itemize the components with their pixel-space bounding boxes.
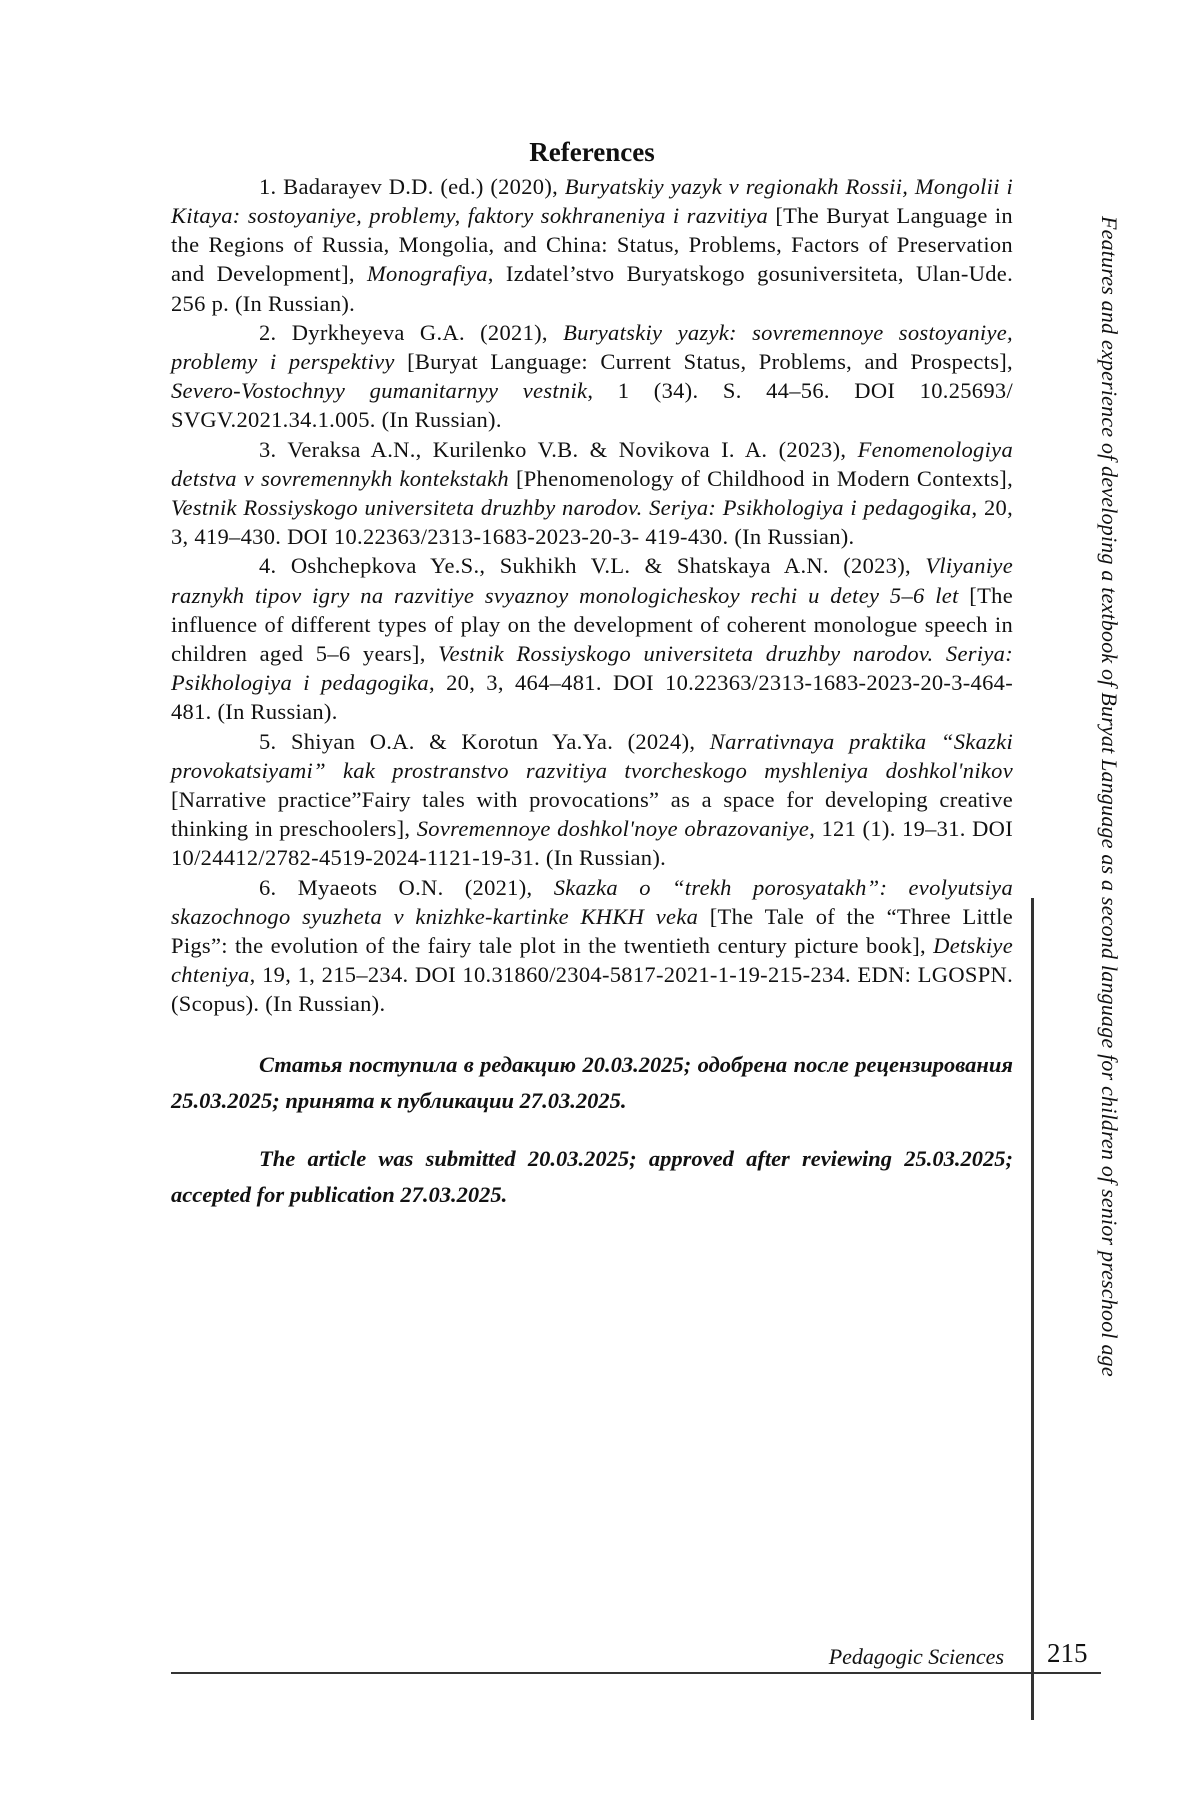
reference-title-italic: Fenomenologiya detstva v sovremennykh kontekstakh [171,437,1013,491]
reference-text: [Phenomenology of Childhood in Modern Contexts], [509,466,1013,491]
reference-title-italic: Skazka o “trekh porosyatakh”: evolyutsiya skazochnogo syuzheta v knizhke-kartinke KHKH veka [171,875,1013,929]
reference-item [171,873,1013,1019]
reference-title-italic: Vliyaniye raznykh tipov igry na razvitiye svyaznoy monologicheskoy rechi u detey 5–6 let [171,553,1013,607]
footer-rule [171,1672,1101,1674]
reference-title-italic: Buryatskiy yazyk v regionakh Rossii, Mongolii i Kitaya: sostoyaniye, problemy, faktory sokhraneniya i razvitiya [171,174,1013,228]
margin-rule [1031,898,1034,1720]
reference-text: 5. Shiyan O.A. & Korotun Ya.Ya. (2024), [259,729,710,754]
reference-title-italic: Vestnik Rossiyskogo universiteta druzhby narodov. Seriya: Psikhologiya i pedagogika [171,641,1013,695]
publication-notes [171,1047,1013,1213]
publication-note-russian: Статья поступила в редакцию 20.03.2025; одобрена после рецензирования 25.03.2025; принята к публикации 27.03.2025. [171,1047,1013,1119]
references-heading: References [171,138,1013,168]
reference-text: [Buryat Language: Current Status, Problems, and Prospects], [395,349,1013,374]
reference-title-italic: Narrativnaya praktika “Skazki provokatsiyami” kak prostranstvo razvitiya tvorcheskogo myshleniya doshkol'nikov [171,729,1013,783]
reference-title-italic: Detskiye chteniya [171,933,1013,987]
page-number: 215 [1047,1638,1088,1669]
reference-text: , 20, 3, 464–481. DOI 10.22363/2313-1683-2023-20-3-464-481. (In Russian). [171,670,1013,724]
reference-item [171,172,1013,318]
reference-title-italic: Severo-Vostochnyy gumanitarnyy vestnik [171,378,587,403]
reference-text: , 20, 3, 419–430. DOI 10.22363/2313-1683-2023-20-3- 419-430. (In Russian). [171,495,1013,549]
reference-title-italic: Monografiya [367,261,488,286]
reference-text: 1. Badarayev D.D. (ed.) (2020), [259,174,565,199]
reference-text: [The Tale of the “Three Little Pigs”: the evolution of the fairy tale plot in the twentieth century picture book], [171,904,1013,958]
reference-text: 3. Veraksa A.N., Kurilenko V.B. & Novikova I. A. (2023), [259,437,858,462]
running-title-text: Features and experience of developing a textbook of Buryat Language as a second language for children of senior preschool age [1096,216,1122,1476]
reference-text: [Narrative practice”Fairy tales with provocations” as a space for developing creative thinking in preschoolers], [171,787,1013,841]
reference-text: 2. Dyrkheyeva G.A. (2021), [259,320,563,345]
reference-text: 6. Myaeots O.N. (2021), [259,875,554,900]
reference-text: , 19, 1, 215–234. DOI 10.31860/2304-5817-2021-1-19-215-234. EDN: LGOSPN. (Scopus). (In Russian). [171,962,1013,1016]
reference-text: [The influence of different types of play on the development of coherent monologue speech in children aged 5–6 years], [171,583,1013,666]
running-title [1086,216,1126,1476]
reference-item [171,318,1013,435]
footer-section-label: Pedagogic Sciences [829,1644,1004,1670]
reference-text: [The Buryat Language in the Regions of Russia, Mongolia, and China: Status, Problems, Factors of Preservation and Development], [171,203,1013,286]
reference-list [171,172,1013,1019]
reference-item [171,551,1013,726]
reference-title-italic: Sovremennoye doshkol'noye obrazovaniye [417,816,809,841]
reference-text: , Izdatel’stvo Buryatskogo gosuniversiteta, Ulan-Ude. 256 p. (In Russian). [171,261,1013,315]
reference-title-italic: Vestnik Rossiyskogo universiteta druzhby narodov. Seriya: Psikhologiya i pedagogika [171,495,971,520]
reference-text: 4. Oshchepkova Ye.S., Sukhikh V.L. & Shatskaya A.N. (2023), [259,553,925,578]
publication-note-english: The article was submitted 20.03.2025; approved after reviewing 25.03.2025; accepted for publication 27.03.2025. [171,1141,1013,1213]
references-section [171,138,1013,1235]
reference-text: , 121 (1). 19–31. DOI 10/24412/2782-4519-2024-1121-19-31. (In Russian). [171,816,1013,870]
reference-item [171,435,1013,552]
reference-title-italic: Buryatskiy yazyk: sovremennoye sostoyaniye, problemy i perspektivy [171,320,1013,374]
reference-item [171,727,1013,873]
reference-text: , 1 (34). S. 44–56. DOI 10.25693/ SVGV.2021.34.1.005. (In Russian). [171,378,1013,432]
